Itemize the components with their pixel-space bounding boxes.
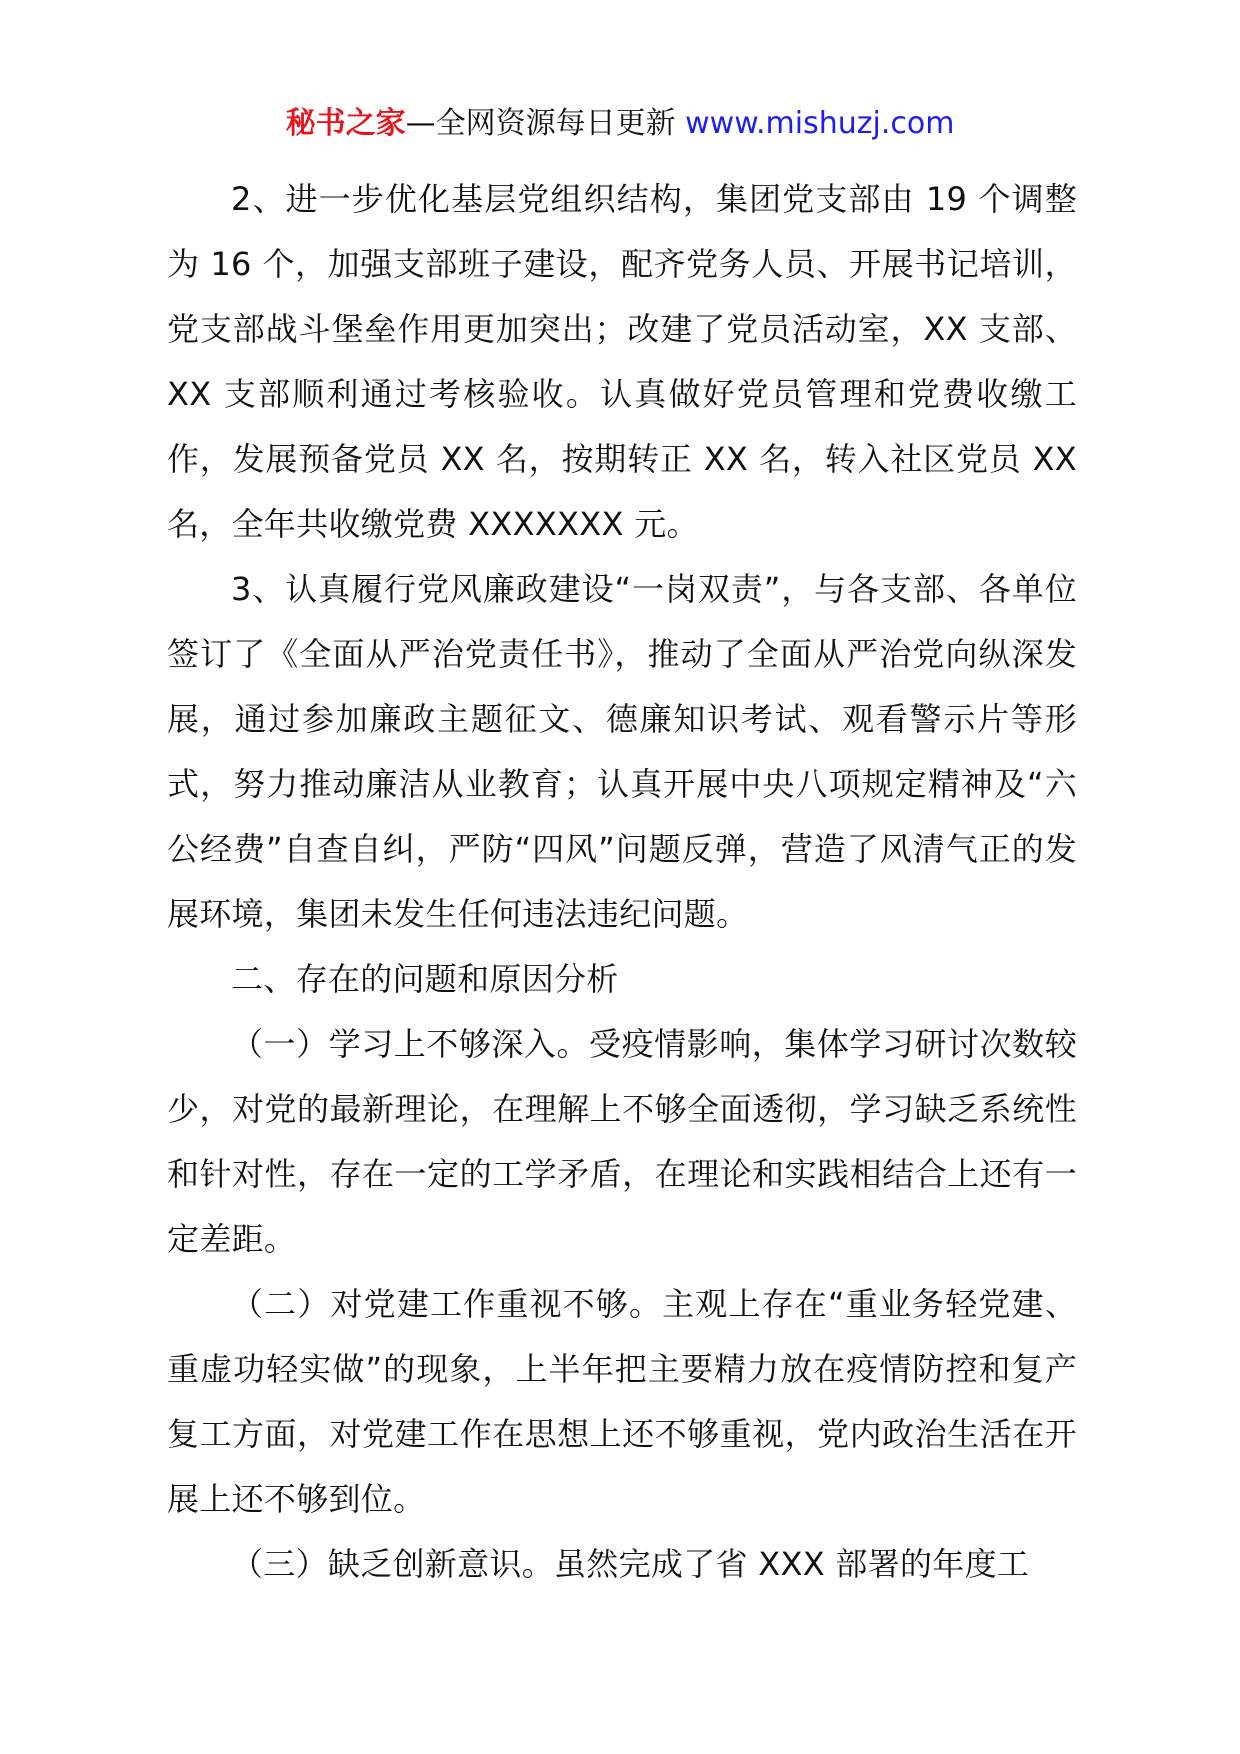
paragraph-problem-1: （一）学习上不够深入。受疫情影响，集体学习研讨次数较少，对党的最新理论，在理解上不够全面透彻，学习缺乏系统性和针对性，存在一定的工学矛盾，在理论和实践相结合上还有一定差距。 xyxy=(167,1025,1077,1258)
paragraph-problem-2: （二）对党建工作重视不够。主观上存在“重业务轻党建、重虚功轻实做”的现象，上半年把主要精力放在疫情防控和复产复工方面，对党建工作在思想上还不够重视，党内政治生活在开展上还不够到位。 xyxy=(167,1285,1077,1518)
paragraph-party-organization: 2、进一步优化基层党组织结构，集团党支部由 19 个调整为 16 个，加强支部班子建设，配齐党务人员、开展书记培训，党支部战斗堡垒作用更加突出；改建了党员活动室，XX 支部、XX 支部顺利通过考核验收。认真做好党员管理和党费收缴工作，发展预备党员 XX 名，按期转正 XX 名，转入社区党员 XX 名，全年共收缴党费 XXXXXXX 元。 xyxy=(167,180,1077,543)
section-heading-problems: 二、存在的问题和原因分析 xyxy=(231,960,619,998)
header-url-link[interactable]: www.mishuzj.com xyxy=(685,106,955,141)
document-body xyxy=(167,167,1077,1597)
brand-name: 秘书之家 xyxy=(285,106,406,141)
paragraph-clean-governance: 3、认真履行党风廉政建设“一岗双责”，与各支部、各单位签订了《全面从严治党责任书》，推动了全面从严治党向纵深发展，通过参加廉政主题征文、德廉知识考试、观看警示片等形式，努力推动廉洁从业教育；认真开展中央八项规定精神及“六公经费”自查自纠，严防“四风”问题反弹，营造了风清气正的发展环境，集团未发生任何违法违纪问题。 xyxy=(167,570,1077,933)
site-watermark-header xyxy=(0,104,1240,144)
paragraph-problem-3: （三）缺乏创新意识。虽然完成了省 XXX 部署的年度工 xyxy=(231,1545,1030,1583)
header-tagline: —全网资源每日更新 xyxy=(405,106,686,141)
